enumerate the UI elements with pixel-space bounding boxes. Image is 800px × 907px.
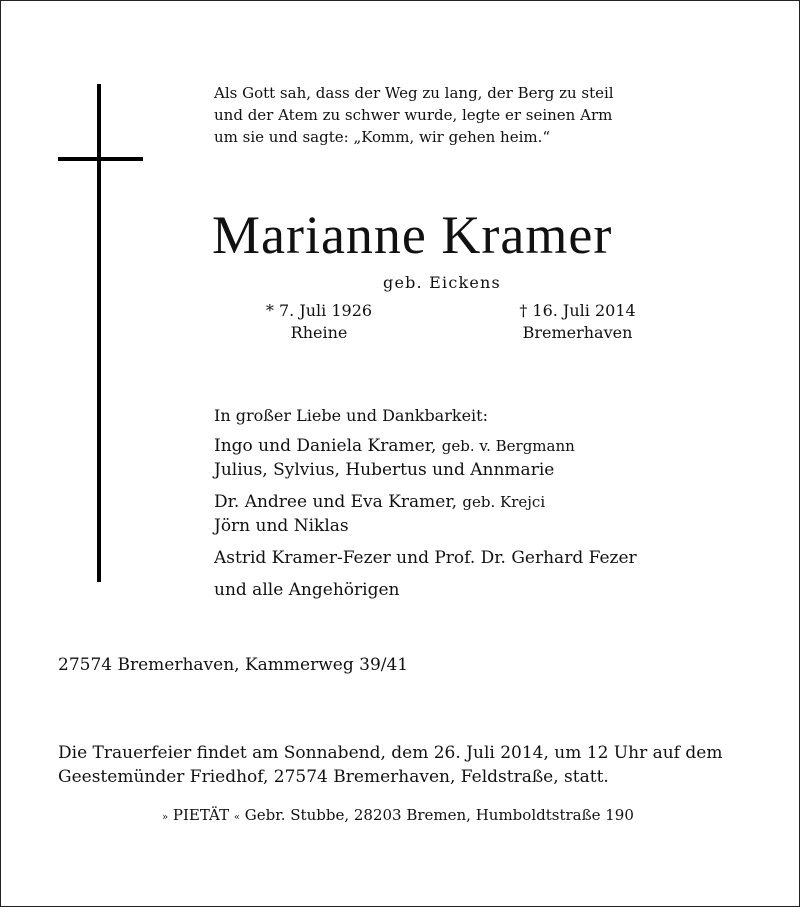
family-1-maiden: geb. v. Bergmann xyxy=(441,437,575,455)
family-2-children: Jörn und Niklas xyxy=(214,516,349,536)
death-date: † 16. Juli 2014 xyxy=(519,301,636,320)
family-2-maiden: geb. Krejci xyxy=(462,493,546,511)
ceremony-info xyxy=(58,741,722,789)
poem xyxy=(214,82,614,148)
family-2-names: Dr. Andree und Eva Kramer, xyxy=(214,492,457,512)
family-1-children: Julius, Sylvius, Hubertus und Annmarie xyxy=(214,460,555,480)
quote-open: » xyxy=(162,812,169,823)
funeral-home xyxy=(162,806,634,824)
mourners-intro: In großer Liebe und Dankbarkeit: xyxy=(214,406,488,425)
funeral-home-details: Gebr. Stubbe, 28203 Bremen, Humboldtstraße 190 xyxy=(244,806,634,824)
death-place: Bremerhaven xyxy=(522,323,633,342)
quote-close: « xyxy=(233,812,240,823)
poem-line: Als Gott sah, dass der Weg zu lang, der Berg zu steil xyxy=(214,84,614,102)
maiden-name: geb. Eickens xyxy=(383,273,501,292)
birth-date: * 7. Juli 1926 xyxy=(265,301,373,320)
mourners-list xyxy=(214,404,637,602)
funeral-home-name: PIETÄT xyxy=(172,806,230,824)
deceased-name: Marianne Kramer xyxy=(212,205,613,265)
family-2 xyxy=(214,490,637,514)
address: 27574 Bremerhaven, Kammerweg 39/41 xyxy=(58,655,409,675)
family-1-names: Ingo und Daniela Kramer, xyxy=(214,436,437,456)
family-3: Astrid Kramer-Fezer und Prof. Dr. Gerhard Fezer xyxy=(214,548,637,568)
cross-icon-horizontal-bar xyxy=(58,157,143,161)
birth-place: Rheine xyxy=(290,323,348,342)
other-relatives: und alle Angehörigen xyxy=(214,580,400,600)
ceremony-line: Geestemünder Friedhof, 27574 Bremerhaven, Feldstraße, statt. xyxy=(58,767,609,787)
death-info xyxy=(505,300,650,344)
family-1 xyxy=(214,434,637,458)
poem-line: und der Atem zu schwer wurde, legte er seinen Arm xyxy=(214,106,613,124)
birth-info xyxy=(254,300,384,344)
ceremony-line: Die Trauerfeier findet am Sonnabend, dem 26. Juli 2014, um 12 Uhr auf dem xyxy=(58,743,723,763)
poem-line: um sie und sagte: „Komm, wir gehen heim.“ xyxy=(214,128,551,146)
